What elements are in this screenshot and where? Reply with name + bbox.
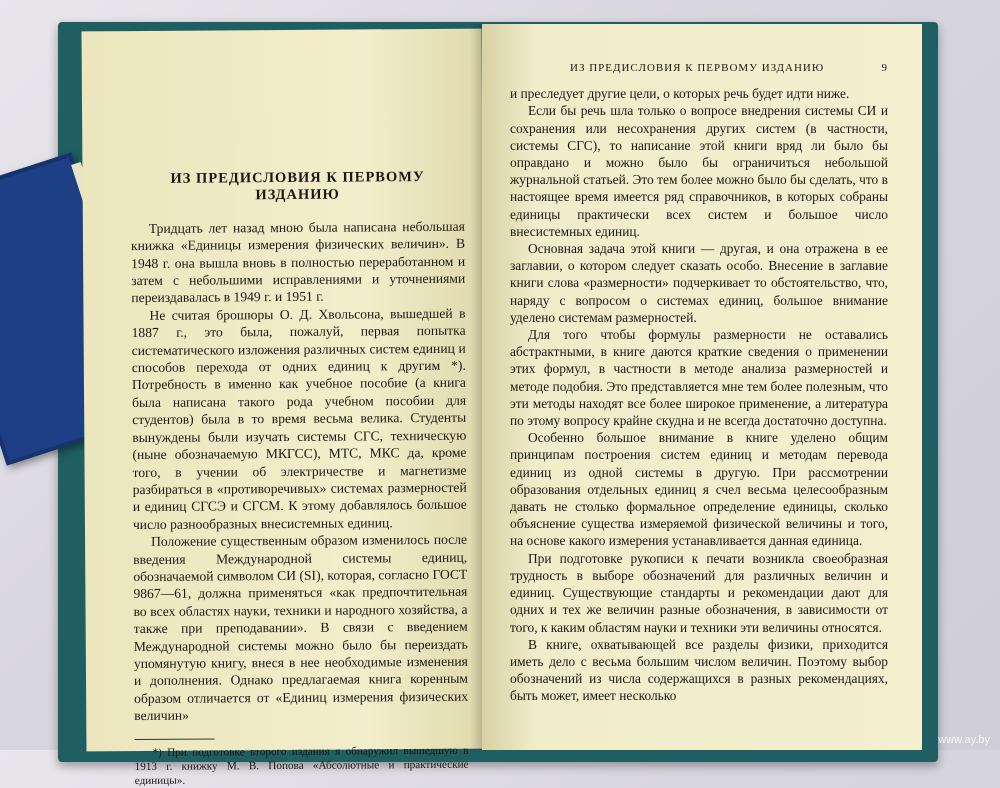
right-paragraph: Основная задача этой книги — другая, и она отражена в ее заглавии, о котором следует сказать особо. Внесение в заглавие книги слова «размерности» подчеркивает то обстоятельство, что, наряду с вопросом о системах единиц, большое внимание уделено системам размерностей. xyxy=(510,241,888,325)
right-paragraph: В книге, охватывающей все разделы физики, приходится иметь дело с весьма большим числом величин. Поэтому выбор обозначений из числа содержащихся в разных рекомендациях, быть может, имеет несколько xyxy=(510,636,888,704)
right-paragraph: Для того чтобы формулы размерности не оставались абстрактными, в книге даются краткие сведения о применении этих формул, в частности в методе анализа размерностей и методе подобия. Это представляется мне тем более полезным, что эти методы находят все более широкое применение, а литература по этому вопросу крайне скудна и не всегда достаточно доступна. xyxy=(510,327,888,429)
left-heading: ИЗ ПРЕДИСЛОВИЯ К ПЕРВОМУ ИЗДАНИЮ xyxy=(170,169,425,204)
right-page xyxy=(482,24,922,750)
watermark: www.ay.by xyxy=(938,734,990,746)
footnote-rule xyxy=(134,738,214,740)
right-paragraph: При подготовке рукописи к печати возникла своеобразная трудность в выборе обозначений для различных величин и единиц. Существующие стандарты и рекомендации дают для одних и тех же величин разные обозначения, в зависимости от того, к каким областям науки и техники эти величины относятся. xyxy=(510,550,888,635)
left-paragraph: Не считая брошюры О. Д. Хвольсона, вышедшей в 1887 г., это была, пожалуй, первая попытка систематического изложения различных систем единиц и способов перехода от одних единиц к другим *). Потребность в именно как учебное пособие (а книга была написана такого рода учебном пособии для студентов) была в то время весьма велика. Студенты вынуждены были изучать системы СГС, техническую (ныне обозначаемую МКГСС), МТС, МКС да, кроме того, в учении об электричестве и магнетизме разбираться в «противоречивых» системах размерностей и единиц СГСЭ и СГСМ. К этому добавлялось большое число разнообразных внесистемных единиц. xyxy=(131,305,467,532)
left-paragraph: Положение существенным образом изменилось после введения Международной системы единиц, обозначаемой символом СИ (SI), которая, согласно ГОСТ 9867—61, должна применяться «как предпочтительная во всех областях науки, техники и народного хозяйства, а также при преподавании». В связи с введением Международной системы можно было бы переиздать упомянутую книгу, внеся в нее необходимые изменения и дополнения. Однако предлагаемая книга коренным образом отличается от «Единиц измерения физических величин» xyxy=(133,531,469,724)
right-paragraph: Если бы речь шла только о вопросе внедрения системы СИ и сохранения или несохранения других систем (в частности, системы СГС), то написание этой книги вряд ли было бы оправдано и можно было бы ограничиться небольшой журнальной статьей. Это тем более можно было бы сделать, что в настоящее время имеется ряд справочников, в которых собраны единицы практически всех систем и большое число внесистемных единиц. xyxy=(510,103,888,239)
right-paragraph: Особенно большое внимание в книге уделено общим принципам построения систем единиц и методам перевода единиц из одной системы в другую. При рассмотрении образования отдельных единиц я счел весьма целесообразным давать не столько формальное определение единицы, сколько объяснение существа измеряемой физической величины и того, на основе какого измерения устанавливается данная единица. xyxy=(510,430,888,549)
footnote: *) При подготовке второго издания я обнаружил вышедшую в 1913 г. книжку М. В. Попова «Абсолютные и практические единицы». xyxy=(134,744,469,787)
running-title: ИЗ ПРЕДИСЛОВИЯ К ПЕРВОМУ ИЗДАНИЮ xyxy=(570,62,825,74)
running-header xyxy=(510,60,888,77)
left-paragraph: Тридцать лет назад мною была написана небольшая книжка «Единицы измерения физических величин». В 1948 г. она вышла вновь в полностью переработанном и затем с небольшими исправлениями и уточнениями переиздавалась в 1949 г. и 1951 г. xyxy=(130,218,466,306)
right-paragraph: и преследует другие цели, о которых речь будет идти ниже. xyxy=(510,86,850,102)
page-number: 9 xyxy=(881,62,888,74)
left-page xyxy=(81,29,486,787)
